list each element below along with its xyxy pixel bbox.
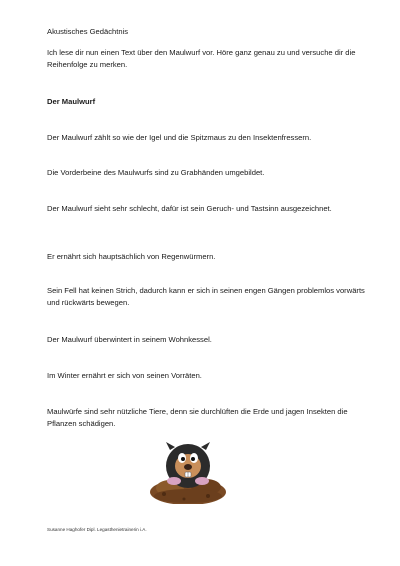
- instructions-text: Ich lese dir nun einen Text über den Maulwurf vor. Höre ganz genau zu und versuche dir die Reihenfolge zu merken.: [47, 48, 356, 69]
- paragraph-3: Der Maulwurf sieht sehr schlecht, dafür ist sein Geruch- und Tastsinn ausgezeichnet.: [47, 204, 332, 213]
- paragraph-1: Der Maulwurf zählt so wie der Igel und die Spitzmaus zu den Insektenfressern.: [47, 133, 312, 142]
- paragraph-7: Im Winter ernährt er sich von seinen Vorräten.: [47, 371, 202, 380]
- paragraph-4: Er ernährt sich hauptsächlich von Regenwürmern.: [47, 252, 216, 261]
- paragraph-8: Maulwürfe sind sehr nützliche Tiere, denn sie durchlüften die Erde und jagen Insekten die Pflanzen schädigen.: [47, 407, 348, 428]
- paragraph-2: Die Vorderbeine des Maulwurfs sind zu Grabhänden umgebildet.: [47, 168, 265, 177]
- mole-icon: [148, 424, 228, 504]
- footer-credit: Susanne Haghofer Dipl. Legasthenietrainerin i.A.: [47, 527, 147, 532]
- paragraph-6: Der Maulwurf überwintert in seinem Wohnkessel.: [47, 335, 212, 344]
- page-title: Akustisches Gedächtnis: [47, 27, 129, 36]
- paragraph-5: Sein Fell hat keinen Strich, dadurch kann er sich in seinen engen Gängen problemlos vorwärts und rückwärts bewegen.: [47, 286, 365, 307]
- section-heading: Der Maulwurf: [47, 97, 96, 106]
